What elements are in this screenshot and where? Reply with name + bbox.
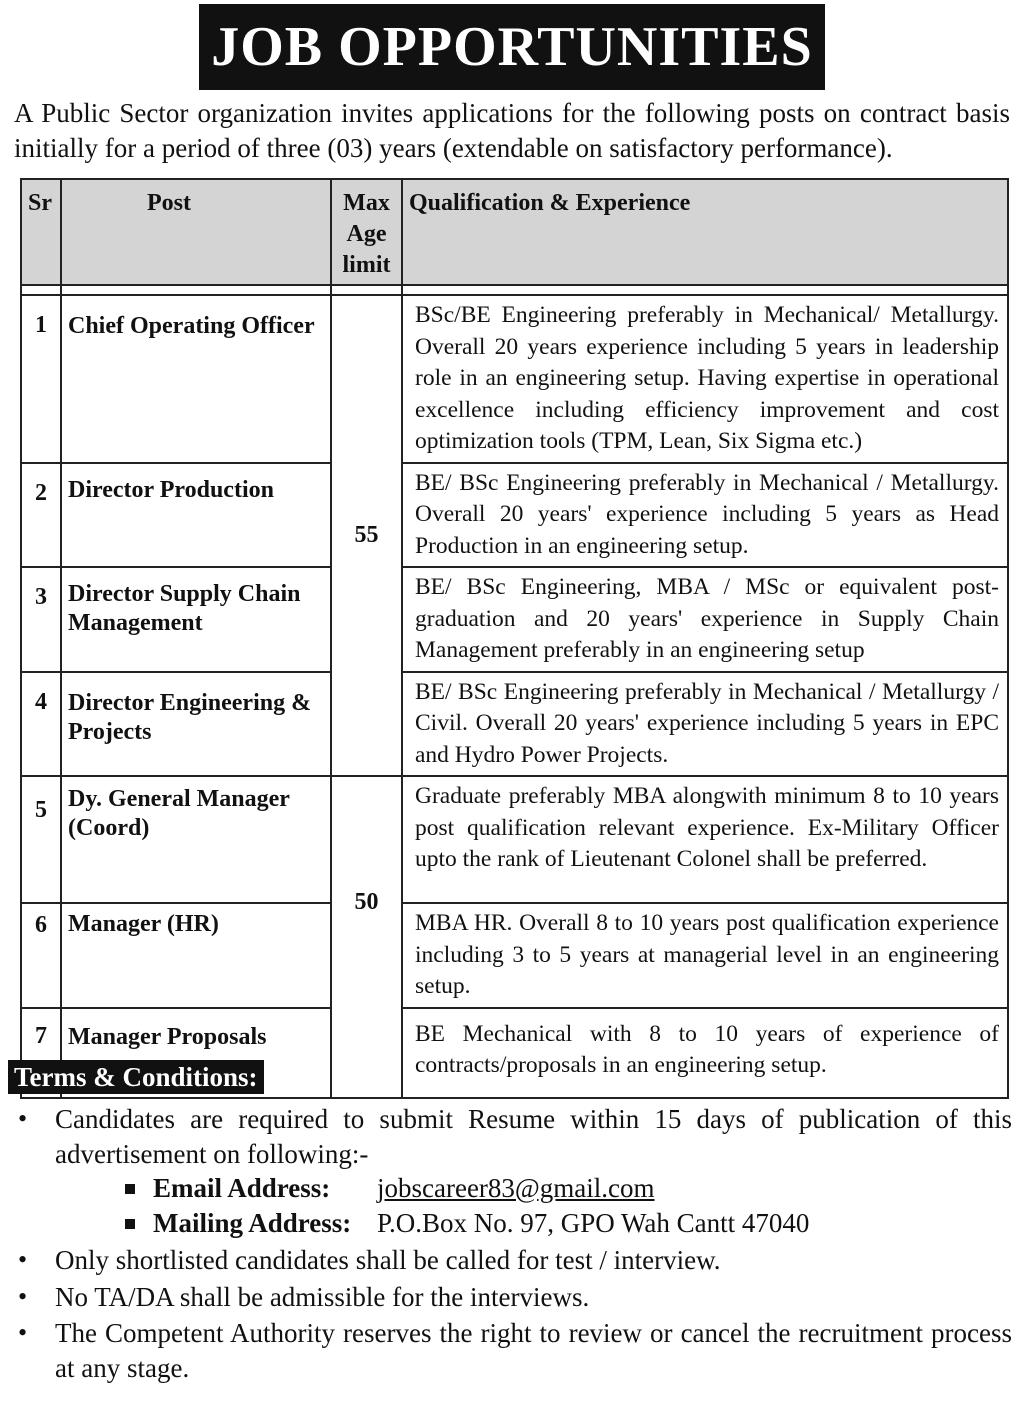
terms-intro: Candidates are required to submit Resume within 15 days of publication of this advertisement on following:- <box>55 1104 1012 1169</box>
row-post: Director Production <box>61 463 331 568</box>
square-bullet-icon <box>125 1184 135 1194</box>
mailing-label: Mailing Address: <box>153 1208 352 1238</box>
email-row <box>125 1171 1012 1206</box>
list-item: • No TA/DA shall be admissible for the interviews. <box>14 1280 1012 1315</box>
header-post: Post <box>61 179 331 285</box>
row-sr: 7 <box>21 1008 61 1098</box>
row-sr: 1 <box>21 295 61 463</box>
email-link[interactable]: jobscareer83@gmail.com <box>377 1173 655 1203</box>
row-post: Manager Proposals <box>61 1008 331 1098</box>
list-item: • The Competent Authority reserves the right to review or cancel the recruitment process at any stage. <box>14 1316 1012 1385</box>
address-block <box>55 1171 1012 1241</box>
table-row <box>21 903 1008 1008</box>
table-row <box>21 295 1008 463</box>
list-item: • Only shortlisted candidates shall be called for test / interview. <box>14 1243 1012 1278</box>
jobs-table <box>20 178 1009 1099</box>
header-sr: Sr <box>21 179 61 285</box>
row-post: Director Engineering & Projects <box>61 672 331 777</box>
header-qualification: Qualification & Experience <box>402 179 1008 285</box>
table-row <box>21 776 1008 903</box>
mailing-address: P.O.Box No. 97, GPO Wah Cantt 47040 <box>377 1208 810 1238</box>
age-limit-cell: 50 <box>331 776 402 1098</box>
row-qualification: BSc/BE Engineering preferably in Mechanical/ Metallurgy. Overall 20 years experience including 5 years in leadership role in an engineering setup. Having expertise in operational excellence including efficiency improvement and cost optimization tools (TPM, Lean, Six Sigma etc.) <box>402 295 1008 463</box>
row-qualification: BE/ BSc Engineering, MBA / MSc or equivalent post-graduation and 20 years' experience in Supply Chain Management preferably in an engineering setup <box>402 567 1008 672</box>
terms-heading: Terms & Conditions: <box>8 1060 264 1094</box>
email-label: Email Address: <box>153 1173 331 1203</box>
age-limit-cell: 55 <box>331 295 402 776</box>
row-sr: 4 <box>21 672 61 777</box>
row-qualification: Graduate preferably MBA alongwith minimum 8 to 10 years post qualification relevant experience. Ex-Military Officer upto the rank of Lieutenant Colonel shall be preferred. <box>402 776 1008 903</box>
header-age: Max Age limit <box>331 179 402 285</box>
row-qualification: BE/ BSc Engineering preferably in Mechanical / Metallurgy. Overall 20 years' experience including 5 years as Head Production in an engineering setup. <box>402 463 1008 568</box>
row-qualification: BE/ BSc Engineering preferably in Mechanical / Metallurgy / Civil. Overall 20 years' experience including 5 years in EPC and Hydro Power Projects. <box>402 672 1008 777</box>
row-qualification: MBA HR. Overall 8 to 10 years post qualification experience including 3 to 5 years at managerial level in an engineering setup. <box>402 903 1008 1008</box>
list-item <box>14 1102 1012 1241</box>
table-row <box>21 463 1008 568</box>
row-sr: 3 <box>21 567 61 672</box>
row-sr: 5 <box>21 776 61 903</box>
mailing-row <box>125 1206 1012 1241</box>
square-bullet-icon <box>125 1219 135 1229</box>
row-post: Dy. General Manager (Coord) <box>61 776 331 903</box>
row-post: Manager (HR) <box>61 903 331 1008</box>
terms-list <box>14 1102 1012 1387</box>
table-row <box>21 672 1008 777</box>
table-header-row <box>21 179 1008 285</box>
row-post: Chief Operating Officer <box>61 295 331 463</box>
row-sr: 6 <box>21 903 61 1008</box>
intro-paragraph: A Public Sector organization invites applications for the following posts on contract basis initially for a period of three (03) years (extendable on satisfactory performance). <box>14 98 1010 163</box>
title-banner <box>0 4 1024 90</box>
page-title: JOB OPPORTUNITIES <box>199 4 825 90</box>
table-row <box>21 567 1008 672</box>
row-qualification: BE Mechanical with 8 to 10 years of experience of contracts/proposals in an engineering setup. <box>402 1008 1008 1098</box>
row-sr: 2 <box>21 463 61 568</box>
row-post: Director Supply Chain Management <box>61 567 331 672</box>
